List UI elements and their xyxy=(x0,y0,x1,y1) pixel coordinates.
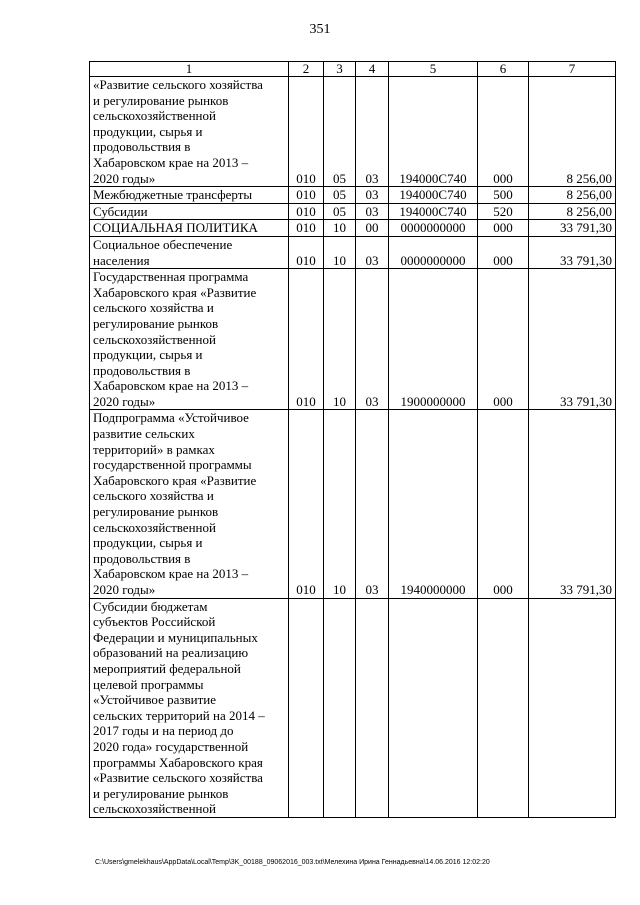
column-header: 3 xyxy=(324,62,356,77)
column-header: 4 xyxy=(356,62,389,77)
column-header: 2 xyxy=(289,62,324,77)
column-header: 7 xyxy=(529,62,616,77)
cell-code-6: 000 xyxy=(478,410,529,598)
cell-code-3: 10 xyxy=(324,220,356,237)
cell-code-4: 03 xyxy=(356,410,389,598)
cell-code-4 xyxy=(356,598,389,817)
cell-code-3: 10 xyxy=(324,410,356,598)
table-row xyxy=(90,236,616,268)
cell-code-6: 000 xyxy=(478,220,529,237)
row-name: Субсидии xyxy=(90,203,289,220)
cell-code-5: 0000000000 xyxy=(389,220,478,237)
cell-code-3 xyxy=(324,598,356,817)
cell-code-2: 010 xyxy=(289,187,324,204)
cell-code-3: 05 xyxy=(324,77,356,187)
cell-code-2: 010 xyxy=(289,410,324,598)
page-number: 351 xyxy=(309,22,331,37)
cell-code-6: 520 xyxy=(478,203,529,220)
cell-sum: 33 791,30 xyxy=(529,236,616,268)
cell-code-6: 500 xyxy=(478,187,529,204)
cell-code-4: 03 xyxy=(356,203,389,220)
cell-code-5: 194000С740 xyxy=(389,187,478,204)
table-row xyxy=(90,410,616,598)
table-row xyxy=(90,598,616,817)
cell-code-3: 10 xyxy=(324,269,356,410)
cell-code-5: 1940000000 xyxy=(389,410,478,598)
cell-code-6 xyxy=(478,598,529,817)
cell-code-4: 03 xyxy=(356,187,389,204)
row-name: «Развитие сельского хозяйства и регулирование рынков сельскохозяйственной продукции, сырья и продовольствия в Хабаровском крае на 2013 – 2020 годы» xyxy=(90,77,289,187)
cell-sum: 8 256,00 xyxy=(529,203,616,220)
cell-code-3: 10 xyxy=(324,236,356,268)
cell-code-4: 00 xyxy=(356,220,389,237)
cell-code-2: 010 xyxy=(289,220,324,237)
cell-code-5: 1900000000 xyxy=(389,269,478,410)
row-name: Субсидии бюджетам субъектов Российской Федерации и муниципальных образований на реализацию мероприятий федеральной целевой программы «Устойчивое развитие сельских территорий на 2014 – 2017 годы и на период до 2020 года» государственной программы Хабаровского края «Развитие сельского хозяйства и регулирование рынков сельскохозяйственной xyxy=(90,598,289,817)
cell-code-5: 194000С740 xyxy=(389,203,478,220)
cell-code-3: 05 xyxy=(324,187,356,204)
cell-code-2: 010 xyxy=(289,236,324,268)
budget-table xyxy=(89,61,616,818)
cell-code-4: 03 xyxy=(356,77,389,187)
row-name: Подпрограмма «Устойчивое развитие сельских территорий» в рамках государственной программы Хабаровского края «Развитие сельского хозяйства и регулирование рынков сельскохозяйственной продукции, сырья и продовольствия в Хабаровском крае на 2013 – 2020 годы» xyxy=(90,410,289,598)
cell-code-6: 000 xyxy=(478,269,529,410)
cell-code-6: 000 xyxy=(478,236,529,268)
file-path-footer: C:\Users\gmelekhaus\AppData\Local\Temp\3K_00188_09062016_003.txt\Мелехина Ирина Геннадьевна\14.06.2016 12:02:20 xyxy=(95,859,490,866)
column-header: 1 xyxy=(90,62,289,77)
cell-sum: 33 791,30 xyxy=(529,410,616,598)
cell-code-5 xyxy=(389,598,478,817)
table-row xyxy=(90,77,616,187)
row-name: Государственная программа Хабаровского края «Развитие сельского хозяйства и регулирование рынков сельскохозяйственной продукции, сырья и продовольствия в Хабаровском крае на 2013 – 2020 годы» xyxy=(90,269,289,410)
cell-code-4: 03 xyxy=(356,236,389,268)
column-header: 6 xyxy=(478,62,529,77)
table-header-row xyxy=(90,62,616,77)
cell-code-6: 000 xyxy=(478,77,529,187)
cell-sum: 8 256,00 xyxy=(529,77,616,187)
cell-sum: 33 791,30 xyxy=(529,220,616,237)
cell-code-2: 010 xyxy=(289,269,324,410)
cell-code-4: 03 xyxy=(356,269,389,410)
cell-code-5: 194000С740 xyxy=(389,77,478,187)
cell-code-2: 010 xyxy=(289,77,324,187)
cell-sum: 33 791,30 xyxy=(529,269,616,410)
cell-code-5: 0000000000 xyxy=(389,236,478,268)
cell-code-3: 05 xyxy=(324,203,356,220)
cell-code-2: 010 xyxy=(289,203,324,220)
cell-sum: 8 256,00 xyxy=(529,187,616,204)
row-name: СОЦИАЛЬНАЯ ПОЛИТИКА xyxy=(90,220,289,237)
table-row xyxy=(90,203,616,220)
row-name: Межбюджетные трансферты xyxy=(90,187,289,204)
column-header: 5 xyxy=(389,62,478,77)
table-row xyxy=(90,187,616,204)
table-row xyxy=(90,269,616,410)
row-name: Социальное обеспечение населения xyxy=(90,236,289,268)
cell-sum xyxy=(529,598,616,817)
cell-code-2 xyxy=(289,598,324,817)
table-row xyxy=(90,220,616,237)
